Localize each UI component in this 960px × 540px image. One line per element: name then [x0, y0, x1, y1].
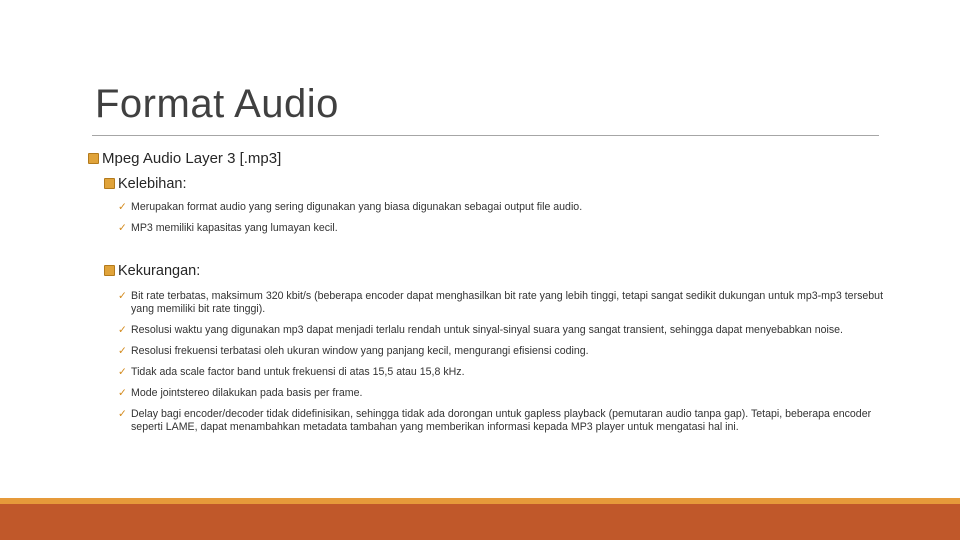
- checkmark-icon: ✓: [118, 387, 127, 399]
- checkmark-icon: ✓: [118, 345, 127, 357]
- disadvantages-label: Kekurangan:: [118, 263, 201, 279]
- disadvantages-list: [118, 290, 888, 442]
- checkmark-icon: ✓: [118, 324, 127, 336]
- list-item: ✓ MP3 memiliki kapasitas yang lumayan kecil.: [118, 222, 338, 234]
- square-bullet-icon: [88, 153, 99, 164]
- square-bullet-icon: [104, 265, 115, 276]
- checkmark-icon: ✓: [118, 222, 127, 234]
- list-item: ✓ Merupakan format audio yang sering digunakan yang biasa digunakan sebagai output file audio.: [118, 201, 583, 213]
- list-item: ✓ Bit rate terbatas, maksimum 320 kbit/s (beberapa encoder dapat menghasilkan bit rate yang lebih tinggi, tetapi sangat sedikit dukungan untuk mp3-mp3 tersebut yang memiliki bit rate tinggi).: [118, 290, 884, 315]
- square-bullet-icon: [104, 178, 115, 189]
- slide-title: Format Audio: [95, 82, 339, 126]
- checkmark-icon: ✓: [118, 366, 127, 378]
- list-item: ✓ Delay bagi encoder/decoder tidak didefinisikan, sehingga tidak ada dorongan untuk gapless playback (pemutaran audio tanpa gap). Tetapi, beberapa encoder seperti LAME, dapat menambahkan metadata tambahan yang memberikan informasi kepada MP3 player untuk mengatasi hal ini.: [118, 408, 872, 433]
- disadvantages-heading: [104, 263, 200, 279]
- footer-bar: [0, 504, 960, 540]
- checkmark-icon: ✓: [118, 408, 127, 420]
- list-item: ✓ Resolusi waktu yang digunakan mp3 dapat menjadi terlalu rendah untuk sinyal-sinyal suara yang sangat transient, sehingga dapat menyebabkan noise.: [118, 324, 844, 336]
- advantages-label: Kelebihan:: [118, 176, 187, 192]
- section-heading-text: Mpeg Audio Layer 3 [.mp3]: [102, 150, 282, 167]
- checkmark-icon: ✓: [118, 201, 127, 213]
- list-item: ✓ Mode jointstereo dilakukan pada basis per frame.: [118, 387, 363, 399]
- section-heading: [88, 150, 281, 167]
- list-item: ✓ Resolusi frekuensi terbatasi oleh ukuran window yang panjang kecil, mengurangi efisiensi coding.: [118, 345, 589, 357]
- advantages-heading: [104, 176, 187, 192]
- title-divider: [92, 135, 879, 136]
- checkmark-icon: ✓: [118, 290, 127, 302]
- list-item: ✓ Tidak ada scale factor band untuk frekuensi di atas 15,5 atau 15,8 kHz.: [118, 366, 465, 378]
- advantages-list: [118, 201, 888, 243]
